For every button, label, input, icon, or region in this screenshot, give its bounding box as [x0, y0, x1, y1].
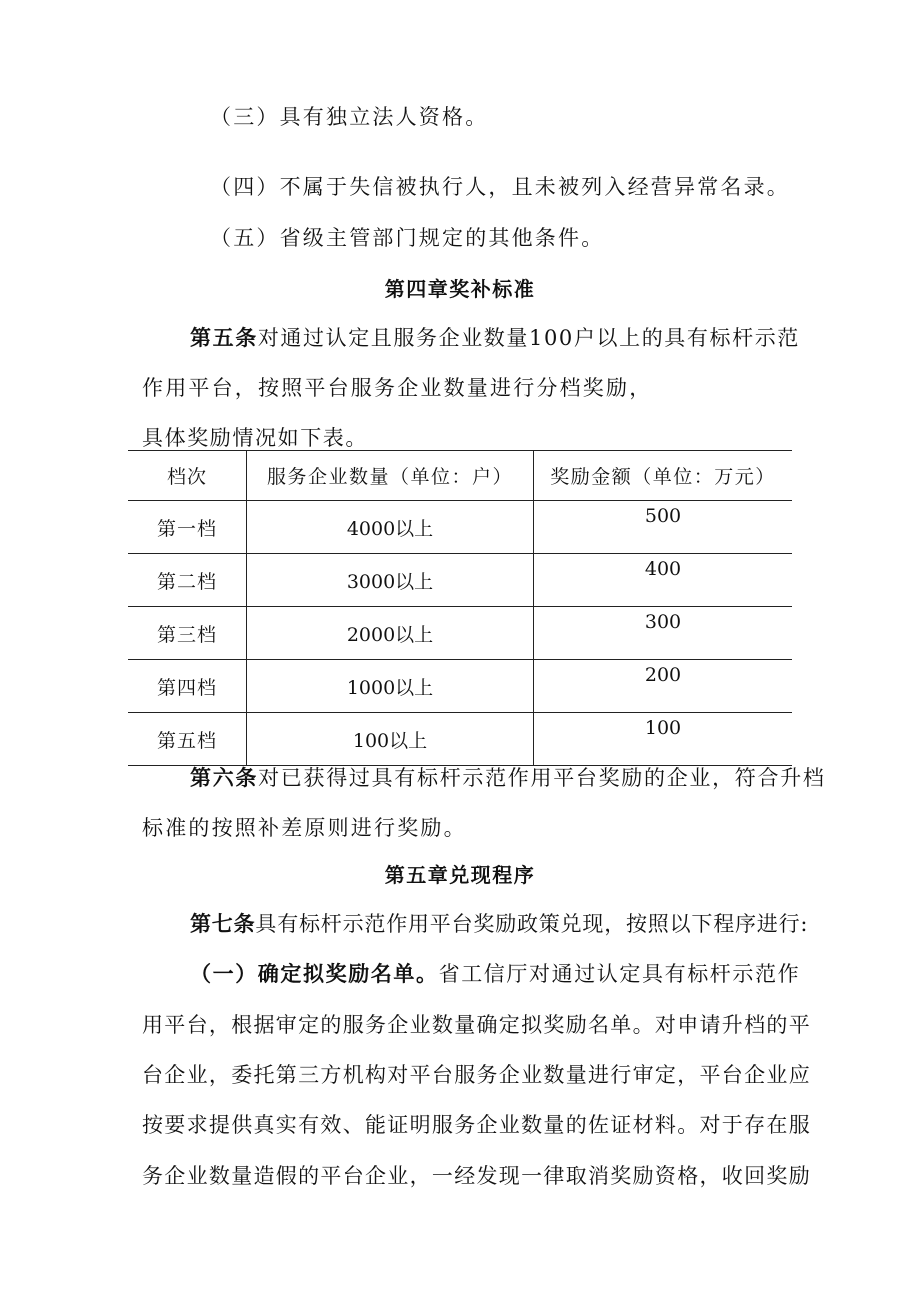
item-3: （三）具有独立法人资格。 — [210, 105, 489, 129]
tier-cell: 第二档 — [128, 554, 247, 607]
tier-cell: 第四档 — [128, 660, 247, 713]
header-amount: 奖励金额（单位：万元） — [534, 451, 793, 501]
article-5-text: 对通过认定且服务企业数量100户以上的具有标杆示范 — [257, 326, 800, 350]
header-count: 服务企业数量（单位：户） — [247, 451, 534, 501]
item-5: （五）省级主管部门规定的其他条件。 — [210, 226, 605, 250]
article-6-line-2: 标准的按照补差原则进行奖励。 — [142, 816, 467, 840]
amount-cell: 100 — [534, 713, 793, 766]
table-row — [128, 554, 792, 607]
article-7-lead: 第七条 — [190, 911, 256, 936]
article-7-body-line: 台企业，委托第三方机构对平台服务企业数量进行审定，平台企业应 — [142, 1063, 811, 1087]
amount-cell: 300 — [534, 607, 793, 660]
reward-table — [128, 450, 792, 766]
count-cell: 100以上 — [247, 713, 534, 766]
count-cell: 1000以上 — [247, 660, 534, 713]
article-5-line-1 — [190, 324, 800, 352]
table-row — [128, 607, 792, 660]
article-7-line-1 — [190, 910, 808, 938]
article-7-sub-1 — [190, 960, 800, 988]
article-7-text: 具有标杆示范作用平台奖励政策兑现，按照以下程序进行: — [255, 912, 809, 936]
article-7-body-line: 务企业数量造假的平台企业，一经发现一律取消奖励资格，收回奖励 — [142, 1164, 811, 1188]
chapter-4-title: 第四章奖补标准 — [384, 277, 536, 301]
table-row — [128, 713, 792, 766]
article-6-text: 对已获得过具有标杆示范作用平台奖励的企业，符合升档 — [258, 766, 826, 790]
article-6-lead: 第六条 — [190, 765, 259, 790]
article-7-body-line: 按要求提供真实有效、能证明服务企业数量的佐证材料。对于存在服 — [142, 1113, 811, 1137]
sub-1-lead: （一）确定拟奖励名单。 — [190, 961, 439, 986]
article-5-lead: 第五条 — [190, 325, 258, 350]
count-cell: 4000以上 — [247, 501, 534, 554]
amount-cell: 400 — [534, 554, 793, 607]
sub-1-text: 省工信厅对通过认定具有标杆示范作 — [438, 962, 801, 986]
amount-cell: 200 — [534, 660, 793, 713]
amount-cell: 500 — [534, 501, 793, 554]
article-5-line-2: 作用平台，按照平台服务企业数量进行分档奖励， — [142, 376, 653, 400]
article-7-body-line: 用平台，根据审定的服务企业数量确定拟奖励名单。对申请升档的平 — [142, 1013, 811, 1037]
table-header-row — [128, 451, 792, 501]
count-cell: 2000以上 — [247, 607, 534, 660]
count-cell: 3000以上 — [247, 554, 534, 607]
table-row — [128, 501, 792, 554]
article-5-line-3: 具体奖励情况如下表。 — [142, 426, 368, 450]
tier-cell: 第一档 — [128, 501, 247, 554]
chapter-5-title: 第五章兑现程序 — [384, 863, 536, 887]
item-4: （四）不属于失信被执行人，且未被列入经营异常名录。 — [210, 175, 790, 199]
tier-cell: 第五档 — [128, 713, 247, 766]
header-tier: 档次 — [128, 451, 247, 501]
article-6-line-1 — [190, 764, 826, 792]
table-row — [128, 660, 792, 713]
tier-cell: 第三档 — [128, 607, 247, 660]
